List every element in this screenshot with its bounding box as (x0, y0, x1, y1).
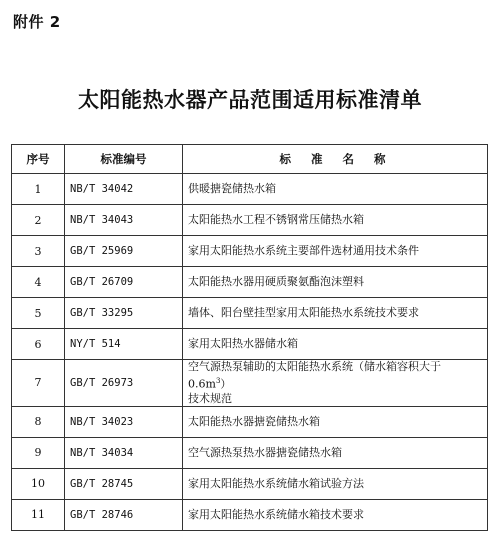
row-standard-name-line2: 技术规范 (188, 391, 232, 405)
row-standard-code: NB/T 34034 (65, 437, 183, 468)
table-row (12, 329, 488, 360)
row-number: 9 (12, 437, 65, 468)
row-standard-code: GB/T 26709 (65, 267, 183, 298)
table-row (12, 236, 488, 267)
row-number: 10 (12, 468, 65, 499)
row-number: 5 (12, 298, 65, 329)
table-row (12, 499, 488, 530)
row-standard-name: 太阳能热水工程不锈钢常压储热水箱 (183, 205, 488, 236)
row-standard-code: GB/T 28745 (65, 468, 183, 499)
table-row (12, 298, 488, 329)
row-standard-name: 家用太阳能热水系统储水箱试验方法 (183, 468, 488, 499)
row-standard-name-superscript: 3 (215, 377, 221, 385)
row-standard-code: GB/T 33295 (65, 298, 183, 329)
row-standard-name: 太阳能热水器用硬质聚氨酯泡沫塑料 (183, 267, 488, 298)
table-row (12, 437, 488, 468)
row-number: 2 (12, 205, 65, 236)
row-standard-code: GB/T 28746 (65, 499, 183, 530)
row-standard-code: NB/T 34023 (65, 406, 183, 437)
row-number: 3 (12, 236, 65, 267)
header-standard-code: 标准编号 (65, 145, 183, 174)
row-standard-name: 家用太阳能热水系统储水箱技术要求 (183, 499, 488, 530)
row-standard-name: 供暖搪瓷储热水箱 (183, 174, 488, 205)
row-standard-name: 太阳能热水器搪瓷储热水箱 (183, 406, 488, 437)
row-number: 6 (12, 329, 65, 360)
table-header-row (12, 145, 488, 174)
row-standard-name-line1: 空气源热泵辅助的太阳能热水系统（储水箱容积大于 0.6m (188, 360, 441, 391)
row-standard-name (183, 360, 488, 407)
row-number: 8 (12, 406, 65, 437)
row-number: 7 (12, 360, 65, 407)
header-standard-name: 标准名称 (183, 145, 488, 174)
table-row (12, 468, 488, 499)
table-row (12, 406, 488, 437)
row-number: 4 (12, 267, 65, 298)
row-standard-name: 家用太阳能热水系统主要部件选材通用技术条件 (183, 236, 488, 267)
row-standard-name-line1-end: ） (220, 377, 232, 391)
table-row (12, 174, 488, 205)
row-standard-name: 家用太阳热水器储水箱 (183, 329, 488, 360)
attachment-label: 附件 2 (13, 13, 61, 31)
standards-table (11, 144, 488, 531)
row-standard-code: NB/T 34042 (65, 174, 183, 205)
row-standard-code: NY/T 514 (65, 329, 183, 360)
table-row (12, 205, 488, 236)
row-standard-code: GB/T 26973 (65, 360, 183, 407)
row-standard-code: NB/T 34043 (65, 205, 183, 236)
header-number: 序号 (12, 145, 65, 174)
row-number: 1 (12, 174, 65, 205)
table-row (12, 360, 488, 407)
document-title: 太阳能热水器产品范围适用标准清单 (78, 87, 422, 112)
row-standard-name: 空气源热泵热水器搪瓷储热水箱 (183, 437, 488, 468)
row-number: 11 (12, 499, 65, 530)
row-standard-name: 墙体、阳台壁挂型家用太阳能热水系统技术要求 (183, 298, 488, 329)
table-row (12, 267, 488, 298)
row-standard-code: GB/T 25969 (65, 236, 183, 267)
